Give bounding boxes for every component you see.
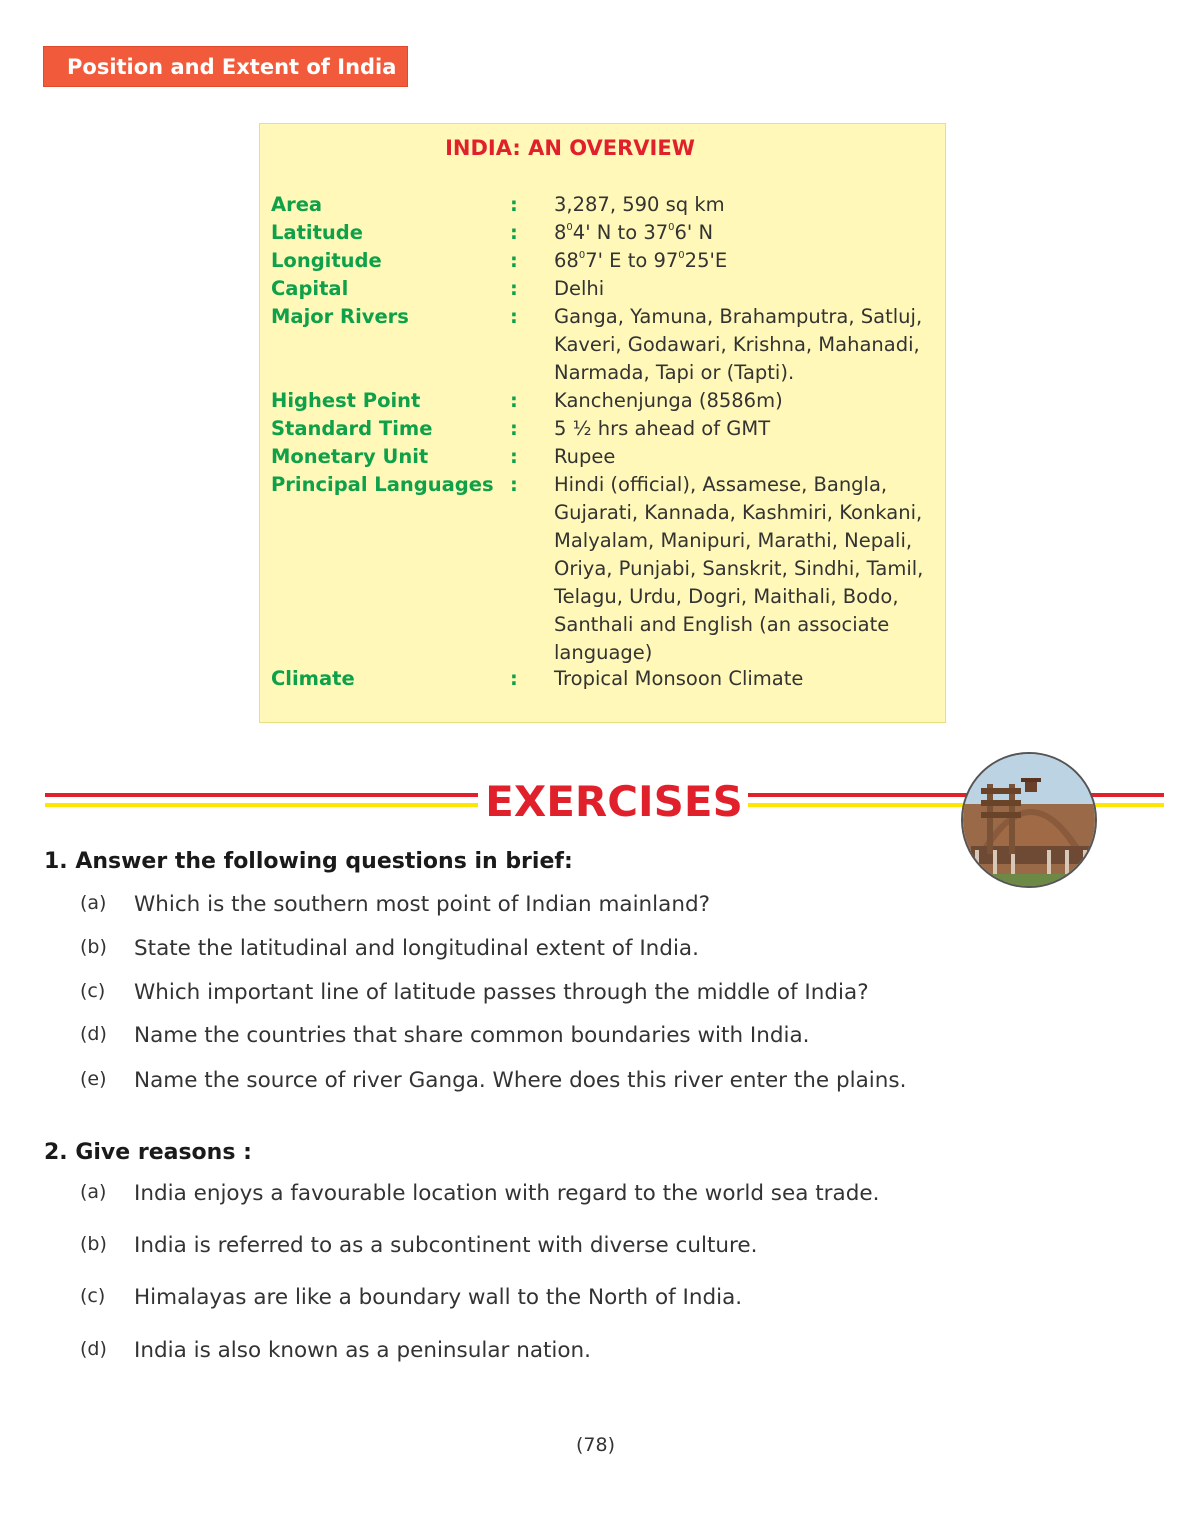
- item-letter: (c): [80, 980, 106, 1002]
- item-letter: (a): [80, 892, 107, 914]
- item-text: India is referred to as a subcontinent with diverse culture.: [134, 1233, 758, 1258]
- item-letter: (c): [80, 1285, 106, 1307]
- row-label: Area: [271, 193, 323, 216]
- item-letter: (d): [80, 1023, 107, 1045]
- row-value: $68^07'$ E to $97^025'E$: [554, 249, 728, 272]
- row-label: Highest Point: [271, 389, 421, 412]
- row-value: $8^04'$ N to $37^06'$ N: [554, 221, 714, 244]
- row-colon: :: [510, 277, 518, 300]
- row-value: Ganga, Yamuna, Brahamputra, Satluj, Kaveri, Godawari, Krishna, Mahanadi, Narmada, Tapi or (Tapti).: [554, 305, 923, 384]
- question-1-heading: 1. Answer the following questions in brief:: [44, 849, 573, 874]
- item-text: India enjoys a favourable location with regard to the world sea trade.: [134, 1181, 880, 1206]
- row-value: Kanchenjunga (8586m): [554, 389, 783, 412]
- item-letter: (d): [80, 1338, 107, 1360]
- section-tab: Position and Extent of India: [43, 46, 408, 87]
- overview-box: [259, 123, 946, 723]
- row-value: Rupee: [554, 445, 616, 468]
- stupa-image: [961, 752, 1097, 888]
- row-value: Delhi: [554, 277, 605, 300]
- row-label: Major Rivers: [271, 305, 409, 328]
- rule-left-yellow: [45, 803, 478, 807]
- item-text: Which important line of latitude passes through the middle of India?: [134, 980, 869, 1005]
- row-label: Capital: [271, 277, 349, 300]
- item-text: Name the source of river Ganga. Where does this river enter the plains.: [134, 1068, 907, 1093]
- row-value: Tropical Monsoon Climate: [554, 667, 804, 690]
- row-label: Longitude: [271, 249, 382, 272]
- overview-title: INDIA: AN OVERVIEW: [445, 136, 695, 160]
- item-text: State the latitudinal and longitudinal extent of India.: [134, 936, 699, 961]
- row-colon: :: [510, 193, 518, 216]
- row-value: 5 ½ hrs ahead of GMT: [554, 417, 771, 440]
- row-label: Standard Time: [271, 417, 433, 440]
- row-colon: :: [510, 473, 518, 496]
- question-2-heading: 2. Give reasons :: [44, 1140, 252, 1165]
- item-letter: (b): [80, 1233, 107, 1255]
- item-text: Himalayas are like a boundary wall to the North of India.: [134, 1285, 743, 1310]
- page-number: (78): [575, 1434, 615, 1456]
- item-text: Which is the southern most point of Indian mainland?: [134, 892, 711, 917]
- item-letter: (e): [80, 1068, 107, 1090]
- item-letter: (a): [80, 1181, 107, 1203]
- row-label: Climate: [271, 667, 355, 690]
- rule-right-yellow: [748, 803, 1164, 807]
- item-letter: (b): [80, 936, 107, 958]
- item-text: Name the countries that share common boundaries with India.: [134, 1023, 810, 1048]
- row-colon: :: [510, 249, 518, 272]
- row-colon: :: [510, 389, 518, 412]
- row-label: Principal Languages: [271, 473, 494, 496]
- rule-left-red: [45, 793, 478, 797]
- row-colon: :: [510, 667, 518, 690]
- row-label: Latitude: [271, 221, 363, 244]
- exercises-title: EXERCISES: [485, 777, 743, 826]
- row-colon: :: [510, 445, 518, 468]
- row-value: 3,287, 590 sq km: [554, 193, 725, 216]
- row-colon: :: [510, 221, 518, 244]
- rule-right-red: [748, 793, 1164, 797]
- item-text: India is also known as a peninsular nation.: [134, 1338, 592, 1363]
- row-label: Monetary Unit: [271, 445, 429, 468]
- row-value: Hindi (official), Assamese, Bangla, Gujarati, Kannada, Kashmiri, Konkani, Malyalam, Manipuri, Marathi, Nepali, Oriya, Punjabi, Sanskrit, Sindhi, Tamil, Telagu, Urdu, Dogri, Maithali, Bodo, Santhali and English (an associate language): [554, 473, 924, 664]
- row-colon: :: [510, 417, 518, 440]
- row-colon: :: [510, 305, 518, 328]
